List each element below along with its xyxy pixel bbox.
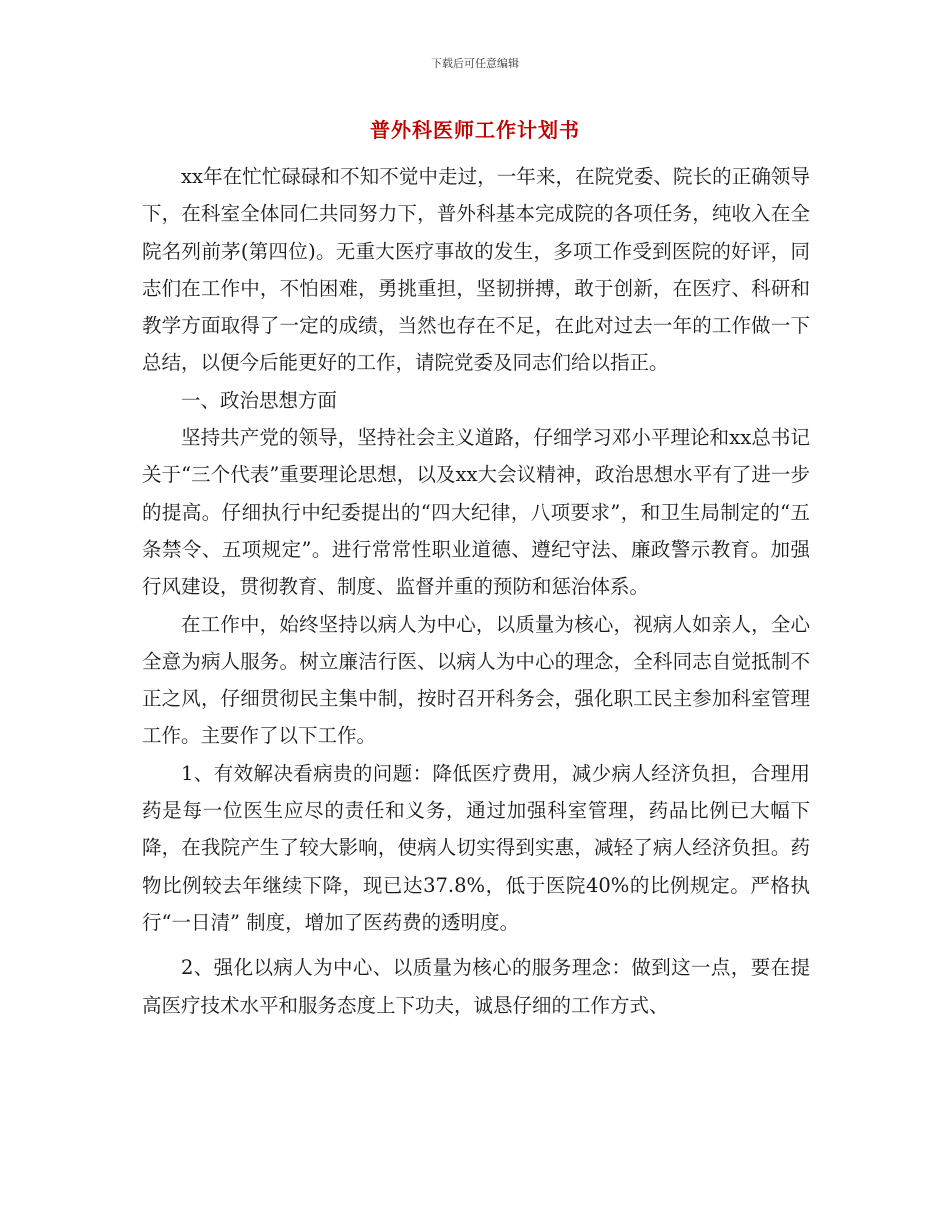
paragraph-patient-centered: 在工作中，始终坚持以病人为中心，以质量为核心，视病人如亲人，全心全意为病人服务。树立廉洁行医、以病人为中心的理念，全科同志自觉抵制不正之风，仔细贯彻民主集中制，按时召开科务会，强化职工民主参加科室管理工作。主要作了以下工作。 (142, 612, 810, 748)
document-body (142, 158, 810, 1024)
header-note: 下载后可任意编辑 (431, 57, 519, 70)
paragraph-political: 坚持共产党的领导，坚持社会主义道路，仔细学习邓小平理论和xx总书记关于“三个代表”重要理论思想，以及xx大会议精神，政治思想水平有了进一步的提高。仔细执行中纪委提出的“四大纪律，八项要求”，和卫生局制定的“五条禁令、五项规定”。进行常常性职业道德、遵纪守法、廉政警示教育。加强行风建设，贯彻教育、制度、监督并重的预防和惩治体系。 (142, 426, 810, 599)
paragraph-item-2: 2、强化以病人为中心、以质量为核心的服务理念：做到这一点，要在提高医疗技术水平和服务态度上下功夫，诚恳仔细的工作方式、 (142, 956, 810, 1017)
paragraph-item-1: 1、有效解决看病贵的问题：降低医疗费用，减少病人经济负担，合理用药是每一位医生应尽的责任和义务，通过加强科室管理，药品比例已大幅下降，在我院产生了较大影响，使病人切实得到实惠，减轻了病人经济负担。药物比例较去年继续下降，现已达37.8%，低于医院40%的比例规定。严格执行“一日清” 制度，增加了医药费的透明度。 (142, 761, 810, 934)
section-heading-political: 一、政治思想方面 (181, 388, 338, 412)
document-title: 普外科医师工作计划书 (370, 118, 580, 142)
paragraph-intro: xx年在忙忙碌碌和不知不觉中走过，一年来，在院党委、院长的正确领导下，在科室全体同仁共同努力下，普外科基本完成院的各项任务，纯收入在全院名列前茅(第四位)。无重大医疗事故的发生，多项工作受到医院的好评，同志们在工作中，不怕困难，勇挑重担，坚韧拼搏，敢于创新，在医疗、科研和教学方面取得了一定的成绩，当然也存在不足，在此对过去一年的工作做一下总结，以便今后能更好的工作，请院党委及同志们给以指正。 (142, 165, 810, 375)
